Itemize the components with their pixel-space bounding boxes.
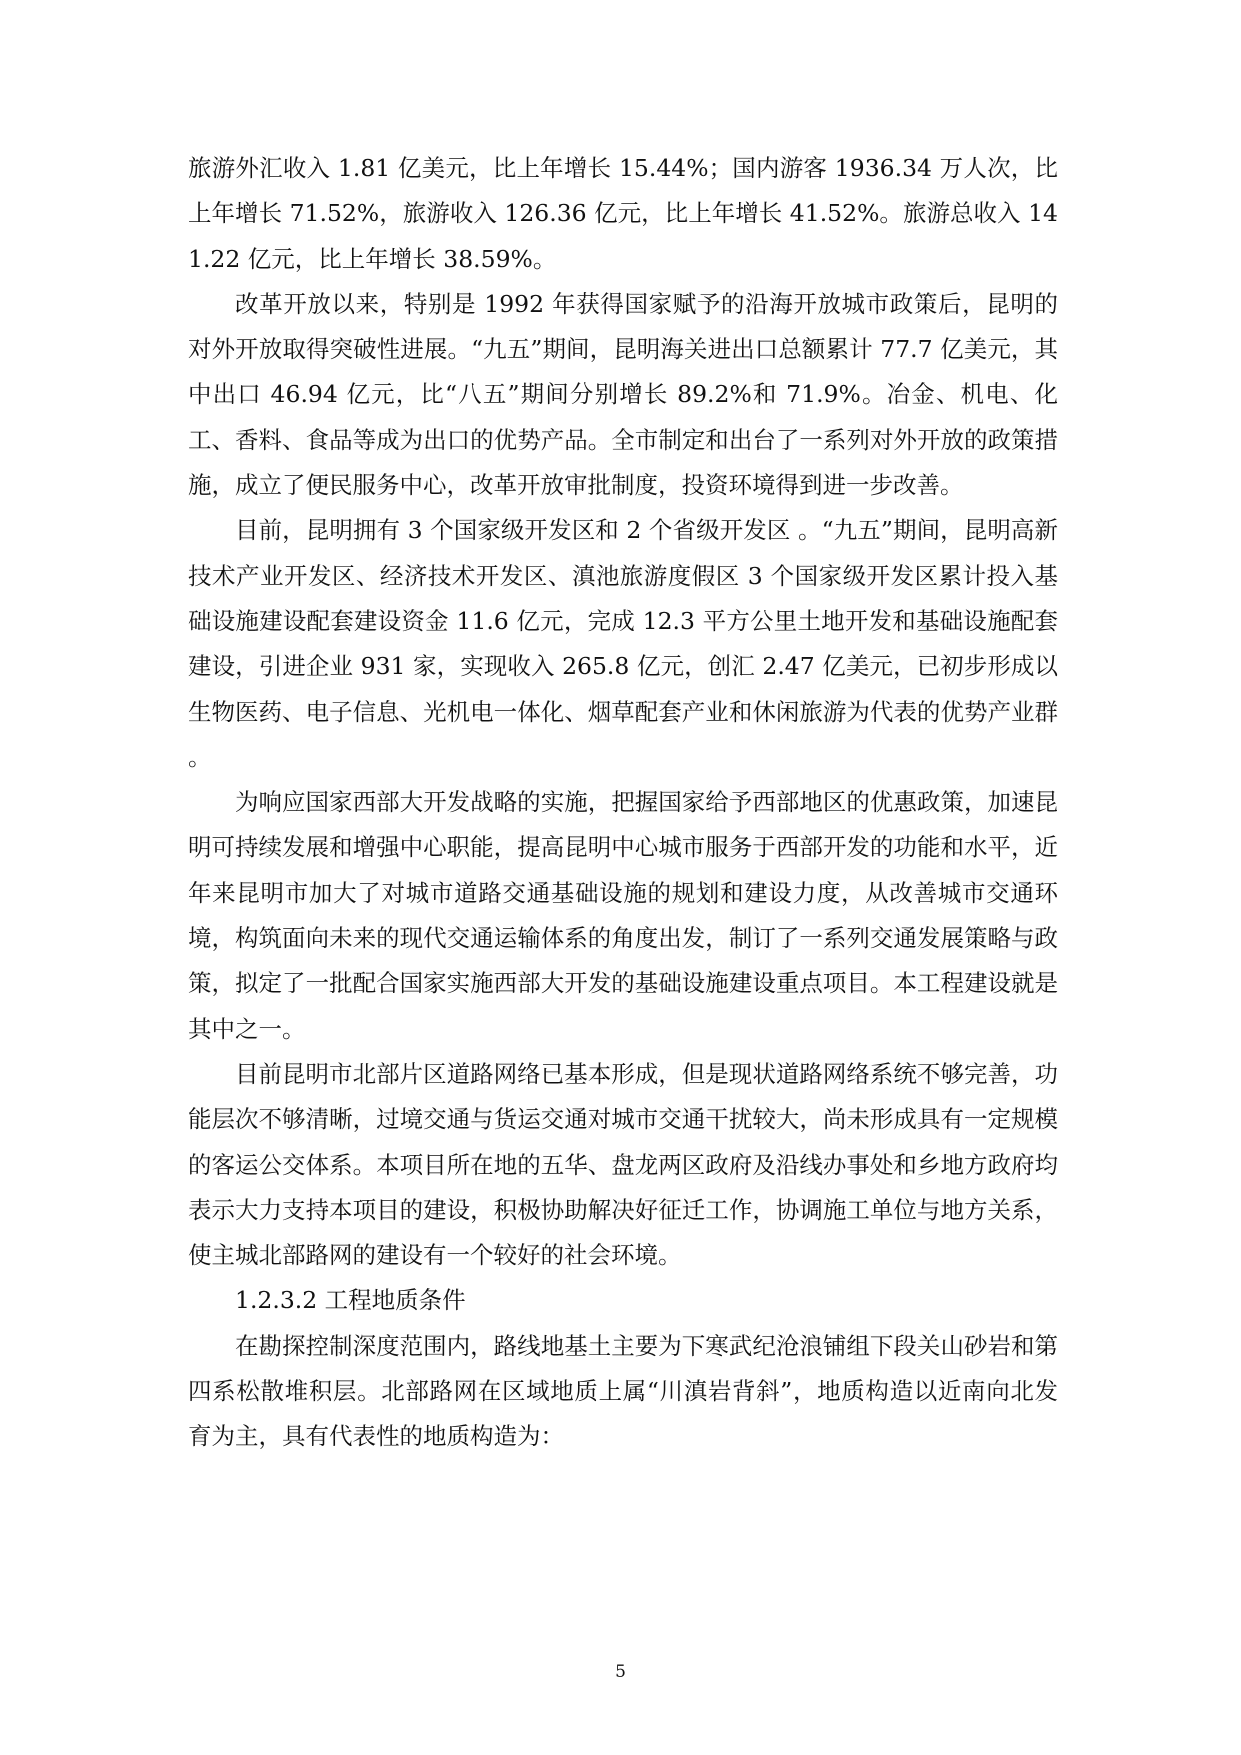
- paragraph-western-development: 为响应国家西部大开发战略的实施，把握国家给予西部地区的优惠政策，加速昆明可持续发展和增强中心职能，提高昆明中心城市服务于西部开发的功能和水平，近年来昆明市加大了对城市道路交通基础设施的规划和建设力度，从改善城市交通环境，构筑面向未来的现代交通运输体系的角度出发，制订了一系列交通发展策略与政策，拟定了一批配合国家实施西部大开发的基础设施建设重点项目。本工程建设就是其中之一。: [188, 788, 1058, 1043]
- page-number: 5: [615, 1662, 626, 1682]
- paragraph-tourism-revenue: 旅游外汇收入 1.81 亿美元，比上年增长 15.44%；国内游客 1936.34 万人次，比上年增长 71.52%，旅游收入 126.36 亿元，比上年增长 41.52%。旅游总收入 141.22 亿元，比上年增长 38.59%。: [188, 154, 1058, 273]
- paragraph-geology: 在勘探控制深度范围内，路线地基土主要为下寒武纪沧浪铺组下段关山砂岩和第四系松散堆积层。北部路网在区域地质上属“川滇岩背斜”，地质构造以近南向北发育为主，具有代表性的地质构造为：: [188, 1331, 1058, 1451]
- paragraph-road-network: 目前昆明市北部片区道路网络已基本形成，但是现状道路网络系统不够完善，功能层次不够清晰，过境交通与货运交通对城市交通干扰较大，尚未形成具有一定规模的客运公交体系。本项目所在地的五华、盘龙两区政府及沿线办事处和乡地方政府均表示大力支持本项目的建设，积极协助解决好征迁工作，协调施工单位与地方关系，使主城北部路网的建设有一个较好的社会环境。: [188, 1059, 1058, 1270]
- body-text: [188, 146, 1058, 1460]
- section-heading: 1.2.3.2 工程地质条件: [235, 1286, 466, 1315]
- paragraph-development-zones: 目前，昆明拥有 3 个国家级开发区和 2 个省级开发区 。“九五”期间，昆明高新技术产业开发区、经济技术开发区、滇池旅游度假区 3 个国家级开发区累计投入基础设施建设配套建设资金 11.6 亿元，完成 12.3 平方公里土地开发和基础设施配套建设，引进企业 931 家，实现收入 265.8 亿元，创汇 2.47 亿美元，已初步形成以生物医药、电子信息、光机电一体化、烟草配套产业和休闲旅游为代表的优势产业群 。: [188, 516, 1058, 771]
- paragraph-opening-up: 改革开放以来，特别是 1992 年获得国家赋予的沿海开放城市政策后，昆明的对外开放取得突破性进展。“九五”期间，昆明海关进出口总额累计 77.7 亿美元，其中出口 46.94 亿元，比“八五”期间分别增长 89.2%和 71.9%。冶金、机电、化工、香料、食品等成为出口的优势产品。全市制定和出台了一系列对外开放的政策措施，成立了便民服务中心，改革开放审批制度，投资环境得到进一步改善。: [188, 289, 1058, 500]
